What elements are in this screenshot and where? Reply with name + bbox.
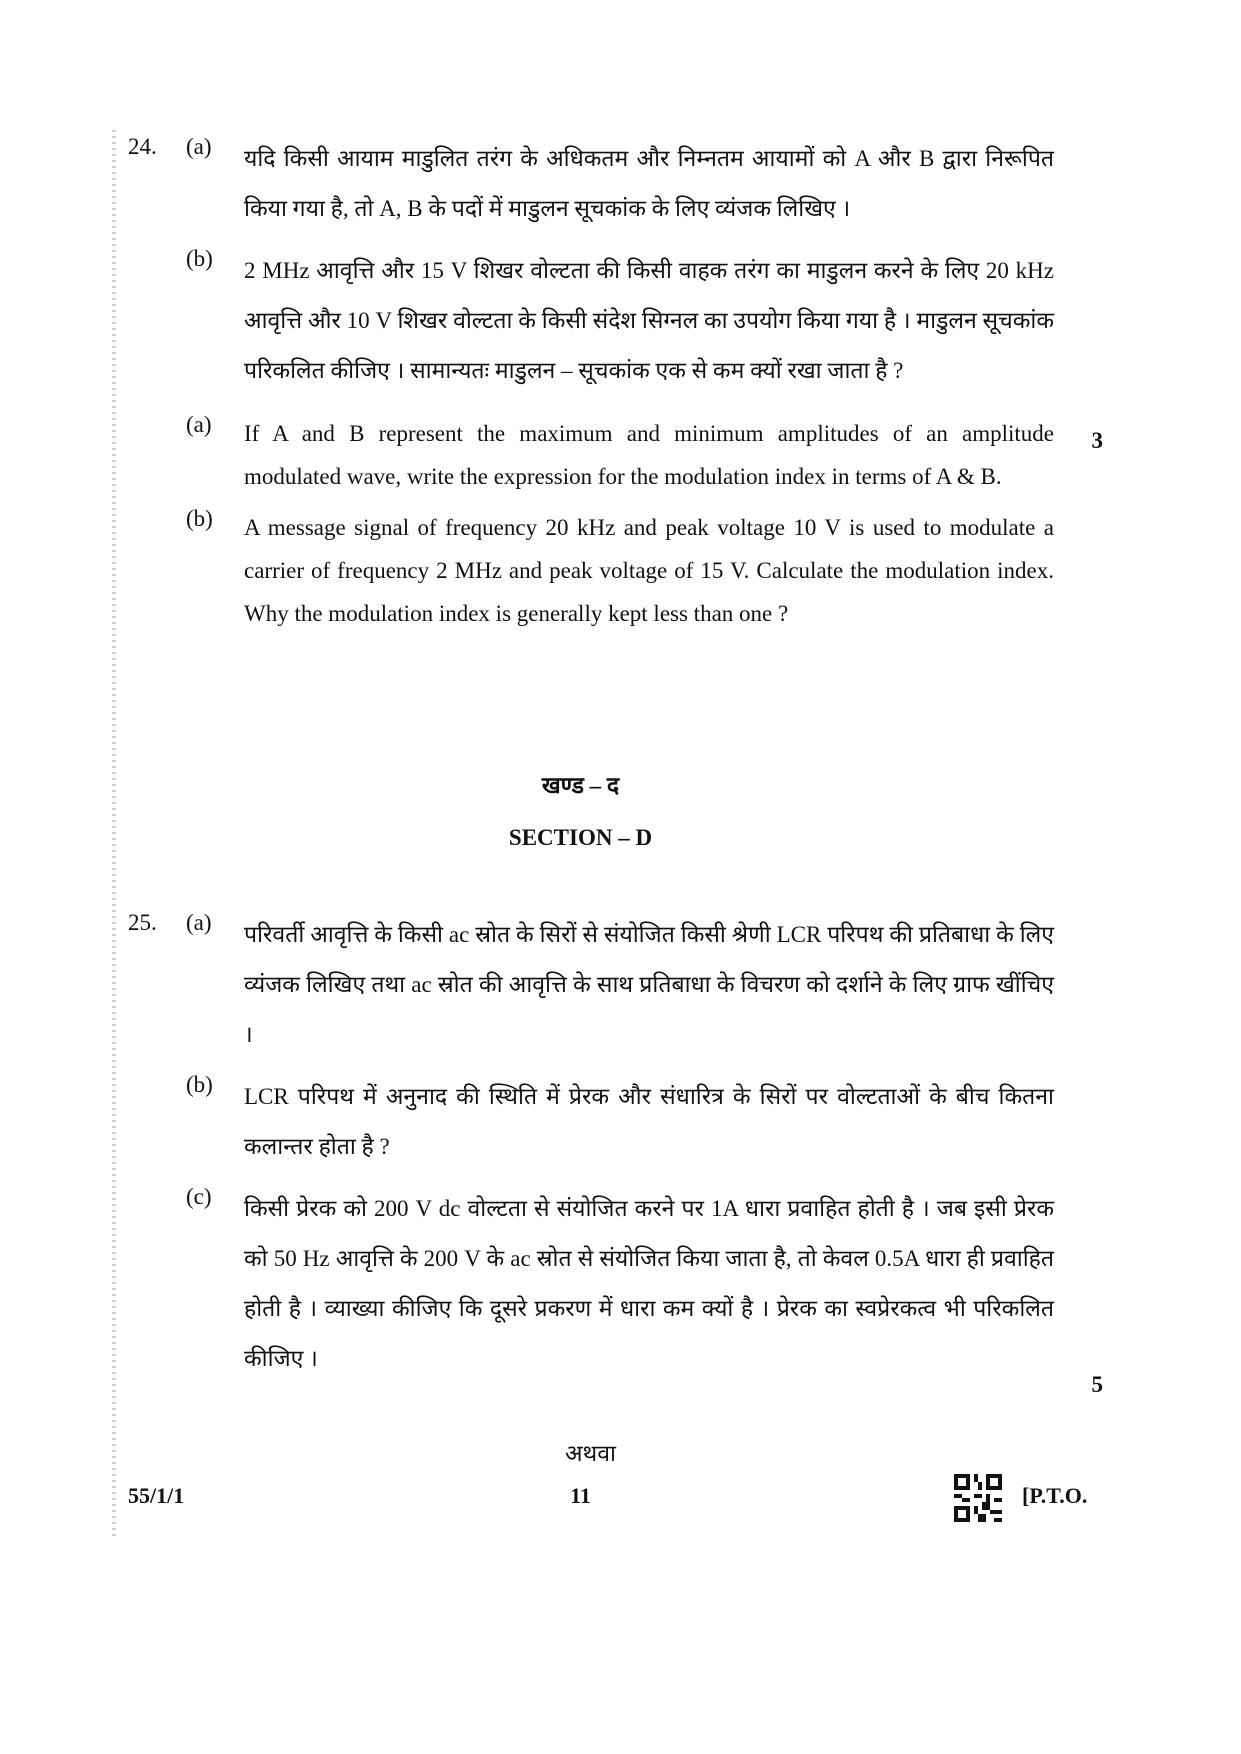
question-24b-hindi [186,246,1128,396]
question-25c [186,1184,1128,1384]
question-24b-english [186,506,1128,635]
part-text: If A and B represent the maximum and minimum amplitudes of an amplitude modulated wave, write the expression for the modulation index in terms of A & B. [244,421,1054,489]
part-label: (b) [186,1072,213,1097]
qr-code-icon [954,1474,1002,1522]
pto-label: [P.T.O. [1022,1483,1088,1508]
part-label: (c) [186,1184,212,1209]
marks-24: 3 [1091,428,1103,453]
marks-25: 5 [1091,1372,1103,1397]
or-label: अथवा [564,1441,616,1466]
question-24a-hindi [186,134,1128,234]
question-25a [186,910,1128,1060]
question-25 [128,910,1128,1384]
part-label: (a) [186,910,212,935]
part-label: (b) [186,246,213,271]
question-number: 25. [128,910,157,935]
question-number: 24. [128,134,157,159]
part-text: किसी प्रेरक को 200 V dc वोल्टता से संयोजित करने पर 1A धारा प्रवाहित होती है । जब इसी प्रेरक को 50 Hz आवृत्ति के 200 V के ac स्रोत से संयोजित किया जाता है, तो केवल 0.5A धारा ही प्रवाहित होती है । व्याख्या कीजिए कि दूसरे प्रकरण में धारा कम क्यों है । प्रेरक का स्वप्रेरकत्व भी परिकलित कीजिए । [244,1196,1054,1371]
question-24a-english [186,412,1128,498]
part-text: 2 MHz आवृत्ति और 15 V शिखर वोल्टता की किसी वाहक तरंग का माडुलन करने के लिए 20 kHz आवृत्ति और 10 V शिखर वोल्टता के किसी संदेश सिग्नल का उपयोग किया गया है । माडुलन सूचकांक परिकलित कीजिए । सामान्यतः माडुलन – सूचकांक एक से कम क्यों रखा जाता है ? [244,258,1054,383]
question-25b [186,1072,1128,1172]
part-label: (a) [186,134,212,159]
part-label: (a) [186,412,212,437]
part-text: A message signal of frequency 20 kHz and peak voltage 10 V is used to modulate a carrier of frequency 2 MHz and peak voltage of 15 V. Calculate the modulation index. Why the modulation index is generally kept less than one ? [244,515,1054,626]
section-heading-hindi: खण्ड – द [541,773,620,798]
part-text: यदि किसी आयाम माडुलित तरंग के अधिकतम और निम्नतम आयामों को A और B द्वारा निरूपित किया गया है, तो A, B के पदों में माडुलन सूचकांक के लिए व्यंजक लिखिए । [244,146,1054,221]
section-heading-english: SECTION – D [508,825,653,850]
page-number: 11 [570,1483,591,1508]
paper-code: 55/1/1 [128,1483,185,1508]
question-24 [128,134,1128,635]
part-text: LCR परिपथ में अनुनाद की स्थिति में प्रेरक और संधारित्र के सिरों पर वोल्टताओं के बीच कितना कलान्तर होता है ? [244,1084,1054,1159]
part-text: परिवर्ती आवृत्ति के किसी ac स्रोत के सिरों से संयोजित किसी श्रेणी LCR परिपथ की प्रतिबाधा के लिए व्यंजक लिखिए तथा ac स्रोत की आवृत्ति के साथ प्रतिबाधा के विचरण को दर्शाने के लिए ग्राफ खींचिए । [244,922,1054,1047]
part-label: (b) [186,506,213,531]
